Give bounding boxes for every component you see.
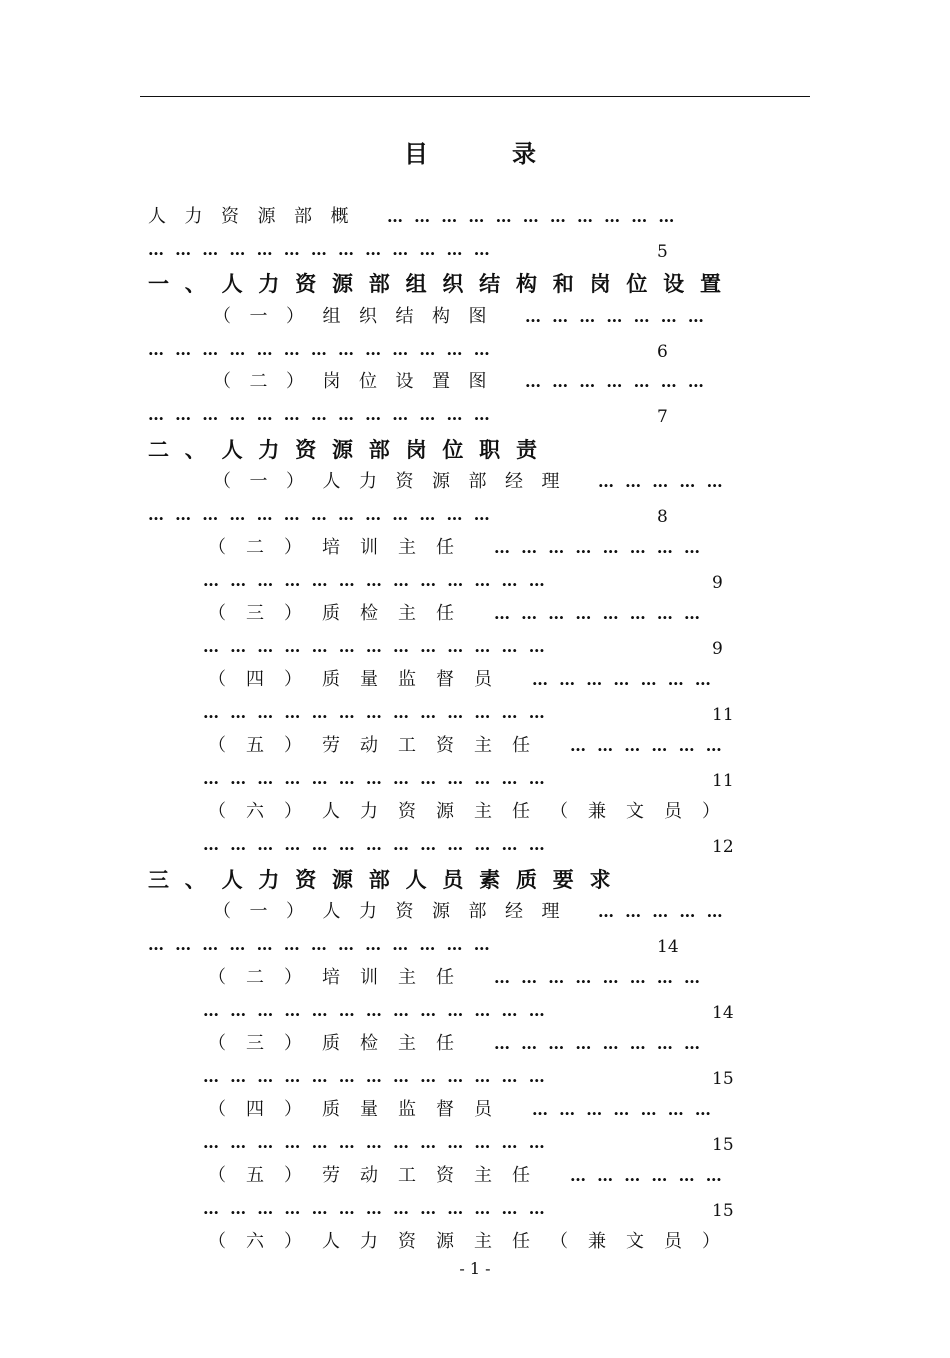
leader-dots: … … … … … … … … … … … … …	[148, 935, 490, 954]
leader-dots: … … … … … …	[570, 1166, 722, 1185]
toc-entry-label: （ 三 ） 质 检 主 任	[208, 603, 454, 624]
toc-title-char-1: 目	[404, 139, 428, 168]
toc-title-char-2: 录	[512, 139, 536, 168]
toc-page-number: 12	[712, 837, 734, 857]
toc-page-number: 11	[712, 771, 734, 791]
leader-dots: … … … … … … … …	[494, 1034, 700, 1053]
leader-dots: … … … … … … … … … … … … …	[203, 571, 545, 590]
toc-entry-label: （ 二 ） 培 训 主 任	[208, 967, 454, 988]
leader-dots: … … … … … … …	[532, 1100, 711, 1119]
leader-dots: … … … … … … … … … … … … …	[148, 240, 490, 259]
leader-dots: … … … … … … … … … … … … …	[203, 769, 545, 788]
toc-page-number: 8	[657, 507, 668, 527]
header-rule	[140, 96, 810, 97]
toc-section-heading[interactable]: 一 、 人 力 资 源 部 组 织 结 构 和 岗 位 设 置	[148, 271, 721, 296]
toc-entry-label: 人 力 资 源 部 概	[148, 206, 349, 227]
toc-page-number: 15	[712, 1135, 734, 1155]
toc-entry-label: （ 一 ） 组 织 结 构 图	[213, 306, 487, 327]
toc-entry-label: （ 四 ） 质 量 监 督 员	[208, 669, 492, 690]
leader-dots: … … … … … … …	[532, 670, 711, 689]
toc-entry-label: （ 五 ） 劳 动 工 资 主 任	[208, 1165, 530, 1186]
leader-dots: … … … … … … … … … … … … …	[203, 1133, 545, 1152]
leader-dots: … … … … … … … … … … … … …	[203, 637, 545, 656]
toc-page-number: 14	[657, 937, 679, 957]
leader-dots: … … … … … … … …	[494, 538, 700, 557]
toc-entry-label: （ 四 ） 质 量 监 督 员	[208, 1099, 492, 1120]
leader-dots: … … … … … … …	[525, 372, 704, 391]
toc-entry-label: （ 二 ） 岗 位 设 置 图	[213, 371, 487, 392]
toc-page-number: 14	[712, 1003, 734, 1023]
leader-dots: … … … … … … …	[525, 307, 704, 326]
leader-dots: … … … … … … … … … … … … …	[203, 703, 545, 722]
leader-dots: … … … … …	[598, 902, 723, 921]
toc-entry-label: （ 六 ） 人 力 资 源 主 任 （ 兼 文 员 ）	[208, 801, 720, 822]
toc-page-number: 15	[712, 1069, 734, 1089]
leader-dots: … … … … … … … … … … … … …	[203, 1067, 545, 1086]
toc-entry-label: （ 三 ） 质 检 主 任	[208, 1033, 454, 1054]
leader-dots: … … … … … … … … … … … … …	[203, 835, 545, 854]
toc-page-number: 9	[712, 573, 723, 593]
toc-entry-label: （ 一 ） 人 力 资 源 部 经 理	[213, 901, 560, 922]
toc-page-number: 5	[657, 242, 668, 262]
leader-dots: … … … … … … … … … … …	[387, 207, 675, 226]
leader-dots: … … … … … …	[570, 736, 722, 755]
toc-title	[0, 134, 950, 174]
leader-dots: … … … … … … … … … … … … …	[148, 505, 490, 524]
toc-page-number: 6	[657, 342, 668, 362]
toc-entry-label: （ 一 ） 人 力 资 源 部 经 理	[213, 471, 560, 492]
toc-page-number: 11	[712, 705, 734, 725]
leader-dots: … … … … … … … … … … … … …	[203, 1001, 545, 1020]
leader-dots: … … … … … … … … … … … … …	[203, 1199, 545, 1218]
leader-dots: … … … … …	[598, 472, 723, 491]
toc-entry-label: （ 二 ） 培 训 主 任	[208, 537, 454, 558]
toc-page-number: 9	[712, 639, 723, 659]
toc-page-number: 7	[657, 407, 668, 427]
page-footer: - 1 -	[459, 1259, 491, 1278]
toc-page-number: 15	[712, 1201, 734, 1221]
toc-entry-label: （ 六 ） 人 力 资 源 主 任 （ 兼 文 员 ）	[208, 1231, 720, 1252]
toc-entry-label: （ 五 ） 劳 动 工 资 主 任	[208, 735, 530, 756]
leader-dots: … … … … … … … …	[494, 604, 700, 623]
leader-dots: … … … … … … … …	[494, 968, 700, 987]
leader-dots: … … … … … … … … … … … … …	[148, 340, 490, 359]
toc-section-heading[interactable]: 二 、 人 力 资 源 部 岗 位 职 责	[148, 437, 537, 462]
toc-section-heading[interactable]: 三 、 人 力 资 源 部 人 员 素 质 要 求	[148, 867, 611, 892]
leader-dots: … … … … … … … … … … … … …	[148, 405, 490, 424]
